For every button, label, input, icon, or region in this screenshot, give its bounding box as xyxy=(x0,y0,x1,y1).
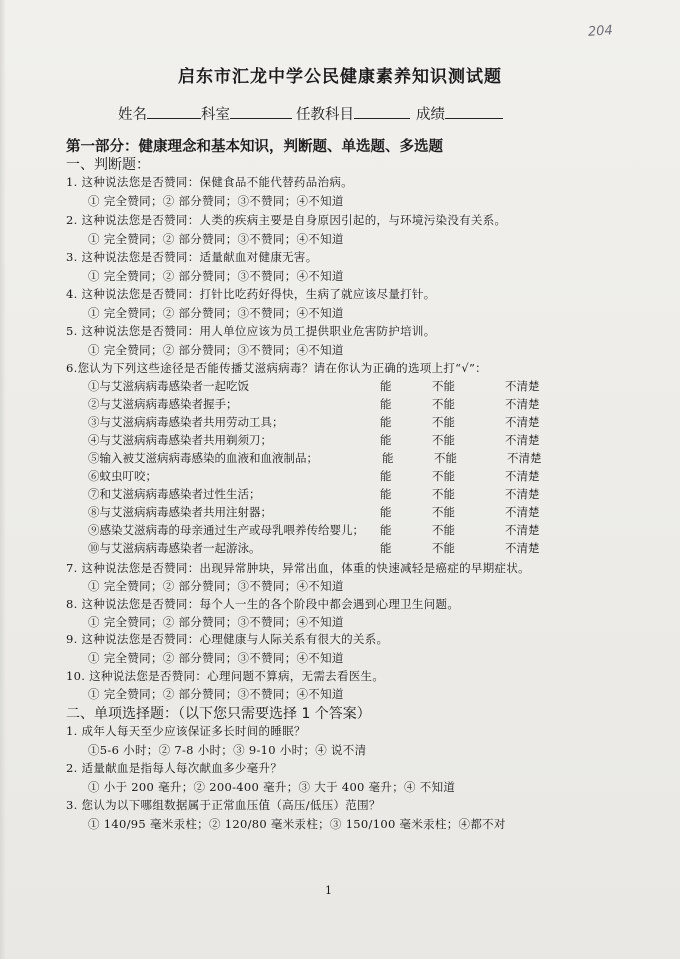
question-1: 1. 这种说法您是否赞同：保健食品不能代替药品治病。 xyxy=(66,175,353,189)
q6-item-6: ⑥蚊虫叮咬； xyxy=(88,469,157,483)
subject-field[interactable] xyxy=(354,104,410,119)
q6-item-4-cannot[interactable]: 不能 xyxy=(432,433,455,447)
dept-field[interactable] xyxy=(230,104,292,119)
single-choice-3-options[interactable]: ① 140/95 毫米汞柱；② 120/80 毫米汞柱；③ 150/100 毫米汞柱；④都不对 xyxy=(88,817,506,831)
score-label: 成绩 xyxy=(416,107,445,123)
question-3: 3. 这种说法您是否赞同：适量献血对健康无害。 xyxy=(66,250,318,264)
question-10-options[interactable]: ① 完全赞同；② 部分赞同；③不赞同；④不知道 xyxy=(88,687,344,701)
name-field[interactable] xyxy=(147,104,201,119)
q6-item-5-cannot[interactable]: 不能 xyxy=(434,451,457,465)
q6-item-1-unsure[interactable]: 不清楚 xyxy=(505,379,540,393)
q6-item-2: ②与艾滋病病毒感染者握手； xyxy=(88,397,238,411)
q6-item-7: ⑦和艾滋病病毒感染者过性生活； xyxy=(88,487,261,501)
paper-shadow-edge xyxy=(0,0,6,959)
q6-item-8-unsure[interactable]: 不清楚 xyxy=(505,505,540,519)
q6-item-8-cannot[interactable]: 不能 xyxy=(432,505,455,519)
section-true-false-title: 一、判断题： xyxy=(66,157,150,173)
q6-item-3: ③与艾滋病病毒感染者共用劳动工具； xyxy=(88,415,284,429)
single-choice-2-options[interactable]: ① 小于 200 毫升；② 200-400 毫升；③ 大于 400 毫升；④ 不知道 xyxy=(88,780,456,794)
q6-item-3-unsure[interactable]: 不清楚 xyxy=(505,415,540,429)
q6-item-4-can[interactable]: 能 xyxy=(380,433,392,447)
question-3-options[interactable]: ① 完全赞同；② 部分赞同；③不赞同；④不知道 xyxy=(88,269,344,283)
question-6: 6.您认为下列这些途径是否能传播艾滋病病毒？请在你认为正确的选项上打“√”： xyxy=(66,361,487,375)
q6-item-2-cannot[interactable]: 不能 xyxy=(432,397,455,411)
q6-item-8: ⑧与艾滋病病毒感染者共用注射器； xyxy=(88,505,272,519)
section-single-choice-title: 二、单项选择题：（以下您只需要选择 1 个答案） xyxy=(66,706,371,722)
question-8: 8. 这种说法您是否赞同：每个人一生的各个阶段中都会遇到心理卫生问题。 xyxy=(66,597,460,611)
page-number: 1 xyxy=(325,884,332,897)
q6-item-6-unsure[interactable]: 不清楚 xyxy=(505,469,540,483)
q6-item-6-can[interactable]: 能 xyxy=(380,469,392,483)
question-7: 7. 这种说法您是否赞同：出现异常肿块，异常出血，体重的快速减轻是癌症的早期症状。 xyxy=(66,561,530,575)
q6-item-5-unsure[interactable]: 不清楚 xyxy=(507,451,542,465)
question-7-options[interactable]: ① 完全赞同；② 部分赞同；③不赞同；④不知道 xyxy=(88,579,344,593)
question-4: 4. 这种说法您是否赞同：打针比吃药好得快，生病了就应该尽量打针。 xyxy=(66,287,436,301)
single-choice-3: 3. 您认为以下哪组数据属于正常血压值（高压/低压）范围？ xyxy=(66,798,381,812)
score-field[interactable] xyxy=(445,104,503,119)
dept-label: 科室 xyxy=(201,107,230,123)
name-label: 姓名 xyxy=(118,107,147,123)
q6-item-5: ⑤输入被艾滋病病毒感染的血液和血液制品； xyxy=(88,451,318,465)
q6-item-7-can[interactable]: 能 xyxy=(380,487,392,501)
q6-item-9-can[interactable]: 能 xyxy=(380,523,392,537)
subject-label: 任教科目 xyxy=(296,107,354,123)
q6-item-2-unsure[interactable]: 不清楚 xyxy=(505,397,540,411)
question-9: 9. 这种说法您是否赞同：心理健康与人际关系有很大的关系。 xyxy=(66,632,389,646)
info-row xyxy=(118,103,538,124)
q6-item-7-unsure[interactable]: 不清楚 xyxy=(505,487,540,501)
q6-item-9: ⑨感染艾滋病毒的母亲通过生产或母乳喂养传给婴儿； xyxy=(88,523,364,537)
question-5: 5. 这种说法您是否赞同：用人单位应该为员工提供职业危害防护培训。 xyxy=(66,324,436,338)
q6-item-10-unsure[interactable]: 不清楚 xyxy=(505,541,540,555)
q6-item-4-unsure[interactable]: 不清楚 xyxy=(505,433,540,447)
q6-item-10-cannot[interactable]: 不能 xyxy=(432,541,455,555)
q6-item-9-unsure[interactable]: 不清楚 xyxy=(505,523,540,537)
q6-item-6-cannot[interactable]: 不能 xyxy=(432,469,455,483)
question-5-options[interactable]: ① 完全赞同；② 部分赞同；③不赞同；④不知道 xyxy=(88,343,344,357)
q6-item-9-cannot[interactable]: 不能 xyxy=(432,523,455,537)
q6-item-3-can[interactable]: 能 xyxy=(380,415,392,429)
question-10: 10. 这种说法您是否赞同：心理问题不算病，无需去看医生。 xyxy=(66,669,385,683)
q6-item-1-can[interactable]: 能 xyxy=(380,379,392,393)
q6-item-2-can[interactable]: 能 xyxy=(380,397,392,411)
q6-item-7-cannot[interactable]: 不能 xyxy=(432,487,455,501)
single-choice-1: 1. 成年人每天至少应该保证多长时间的睡眠？ xyxy=(66,724,306,738)
q6-item-8-can[interactable]: 能 xyxy=(380,505,392,519)
q6-item-3-cannot[interactable]: 不能 xyxy=(432,415,455,429)
q6-item-1: ①与艾滋病病毒感染者一起吃饭 xyxy=(88,379,249,393)
page-title: 启东市汇龙中学公民健康素养知识测试题 xyxy=(178,67,502,87)
q6-item-10: ⑩与艾滋病病毒感染者一起游泳。 xyxy=(88,541,261,555)
single-choice-1-options[interactable]: ①5-6 小时；② 7-8 小时；③ 9-10 小时；④ 说不清 xyxy=(88,743,367,757)
question-1-options[interactable]: ① 完全赞同；② 部分赞同；③不赞同；④不知道 xyxy=(88,194,344,208)
q6-item-1-cannot[interactable]: 不能 xyxy=(432,379,455,393)
q6-item-5-can[interactable]: 能 xyxy=(382,451,394,465)
question-8-options[interactable]: ① 完全赞同；② 部分赞同；③不赞同；④不知道 xyxy=(88,615,344,629)
question-4-options[interactable]: ① 完全赞同；② 部分赞同；③不赞同；④不知道 xyxy=(88,306,344,320)
single-choice-2: 2. 适量献血是指每人每次献血多少毫升？ xyxy=(66,761,283,775)
part1-title: 第一部分：健康理念和基本知识，判断题、单选题、多选题 xyxy=(66,139,443,155)
q6-item-4: ④与艾滋病病毒感染者共用剃须刀； xyxy=(88,433,272,447)
question-2-options[interactable]: ① 完全赞同；② 部分赞同；③不赞同；④不知道 xyxy=(88,232,344,246)
q6-item-10-can[interactable]: 能 xyxy=(380,541,392,555)
handwritten-number: 204 xyxy=(587,23,614,40)
question-2: 2. 这种说法您是否赞同：人类的疾病主要是自身原因引起的，与环境污染没有关系。 xyxy=(66,213,507,227)
question-9-options[interactable]: ① 完全赞同；② 部分赞同；③不赞同；④不知道 xyxy=(88,651,344,665)
